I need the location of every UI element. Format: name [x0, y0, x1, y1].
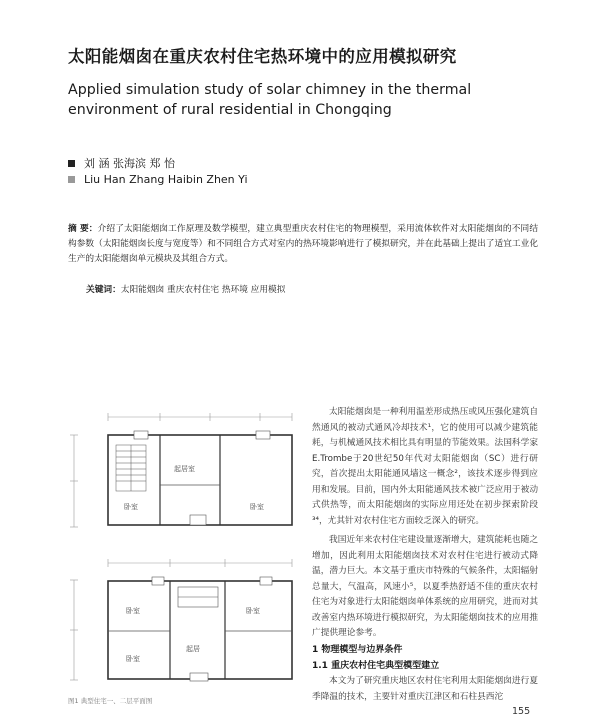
body-text	[312, 405, 538, 642]
room-label: 卧室	[250, 503, 264, 511]
body-text-continued	[312, 674, 538, 705]
abstract	[68, 222, 538, 267]
title-english: Applied simulation study of solar chimney in the thermal environment of rural residential in Chongqing	[68, 82, 472, 118]
subsection-heading: 1.1 重庆农村住宅典型模型建立	[312, 661, 440, 671]
figure-caption: 图1 典型住宅一、二层平面图	[68, 697, 153, 705]
stair-icon	[116, 445, 146, 491]
body-paragraph: 太阳能烟囱是一种利用温差形成热压或风压强化建筑自然通风的被动式通风冷却技术¹，它的使用可以减少建筑能耗，与机械通风技术相比具有明显的节能效果。法国科学家E.Trombe于20世纪50年代对太阳能烟囱（SC）进行研究，首次提出太阳能通风墙这一概念²，该技术逐步得到应用和发展。目前，国内外太阳能通风技术被广泛应用于被动式供热等，而太阳能烟囱的实际应用还处在初步探索阶段³⁴，尤其针对农村住宅方面较乏深入的研究。	[312, 407, 538, 526]
room-label: 卧室	[126, 655, 140, 663]
page-number: 155	[512, 706, 531, 717]
dimension-lines	[70, 413, 292, 680]
room-label: 起居室	[174, 465, 195, 473]
authors-chinese: 刘 涵 张海滨 郑 怡	[84, 157, 175, 170]
room-label: 卧室	[124, 503, 138, 511]
body-paragraph: 我国近年来农村住宅建设量逐渐增大，建筑能耗也随之增加，因此利用太阳能烟囱技术对农村住宅进行被动式降温，潜力巨大。本文基于重庆市特殊的气候条件，太阳辐射总量大，气温高，风速小⁵，以夏季热舒适不佳的重庆农村住宅为对象进行太阳能烟囱单体系统的应用研究，进而对其改善室内热环境进行模拟研究，为太阳能烟囱技术的应用推广提供理论参考。	[312, 535, 538, 638]
body-paragraph: 本文为了研究重庆地区农村住宅利用太阳能烟囱进行夏季降温的技术，主要针对重庆江津区和石柱县西沱	[312, 676, 538, 702]
section-heading: 1 物理模型与边界条件	[312, 645, 403, 655]
bullet-square-icon	[68, 160, 75, 167]
title-chinese: 太阳能烟囱在重庆农村住宅热环境中的应用模拟研究	[68, 47, 457, 66]
keywords-label: 关键词：	[86, 285, 121, 295]
floor-plan-figure	[60, 405, 298, 697]
abstract-text: 介绍了太阳能烟囱工作原理及数学模型，建立典型重庆农村住宅的物理模型，采用流体软件对太阳能烟囱的不同结构参数（太阳能烟囱长度与宽度等）和不同组合方式对室内的热环境影响进行了模拟研究，并在此基础上提出了适宜工业化生产的太阳能烟囱单元模块及其组合方式。	[68, 224, 539, 264]
bullet-square-icon	[68, 176, 75, 183]
lower-plan	[108, 577, 292, 681]
keywords	[86, 283, 285, 295]
authors-english: Liu Han Zhang Haibin Zhen Yi	[84, 173, 248, 186]
abstract-label: 摘 要：	[68, 224, 98, 234]
authors-english-row	[68, 173, 248, 186]
room-label: 起居	[186, 645, 200, 653]
authors-chinese-row	[68, 155, 175, 171]
keywords-text: 太阳能烟囱 重庆农村住宅 热环境 应用模拟	[120, 285, 286, 295]
room-label: 卧室	[246, 607, 260, 615]
room-label: 卧室	[126, 607, 140, 615]
upper-plan	[108, 431, 292, 525]
